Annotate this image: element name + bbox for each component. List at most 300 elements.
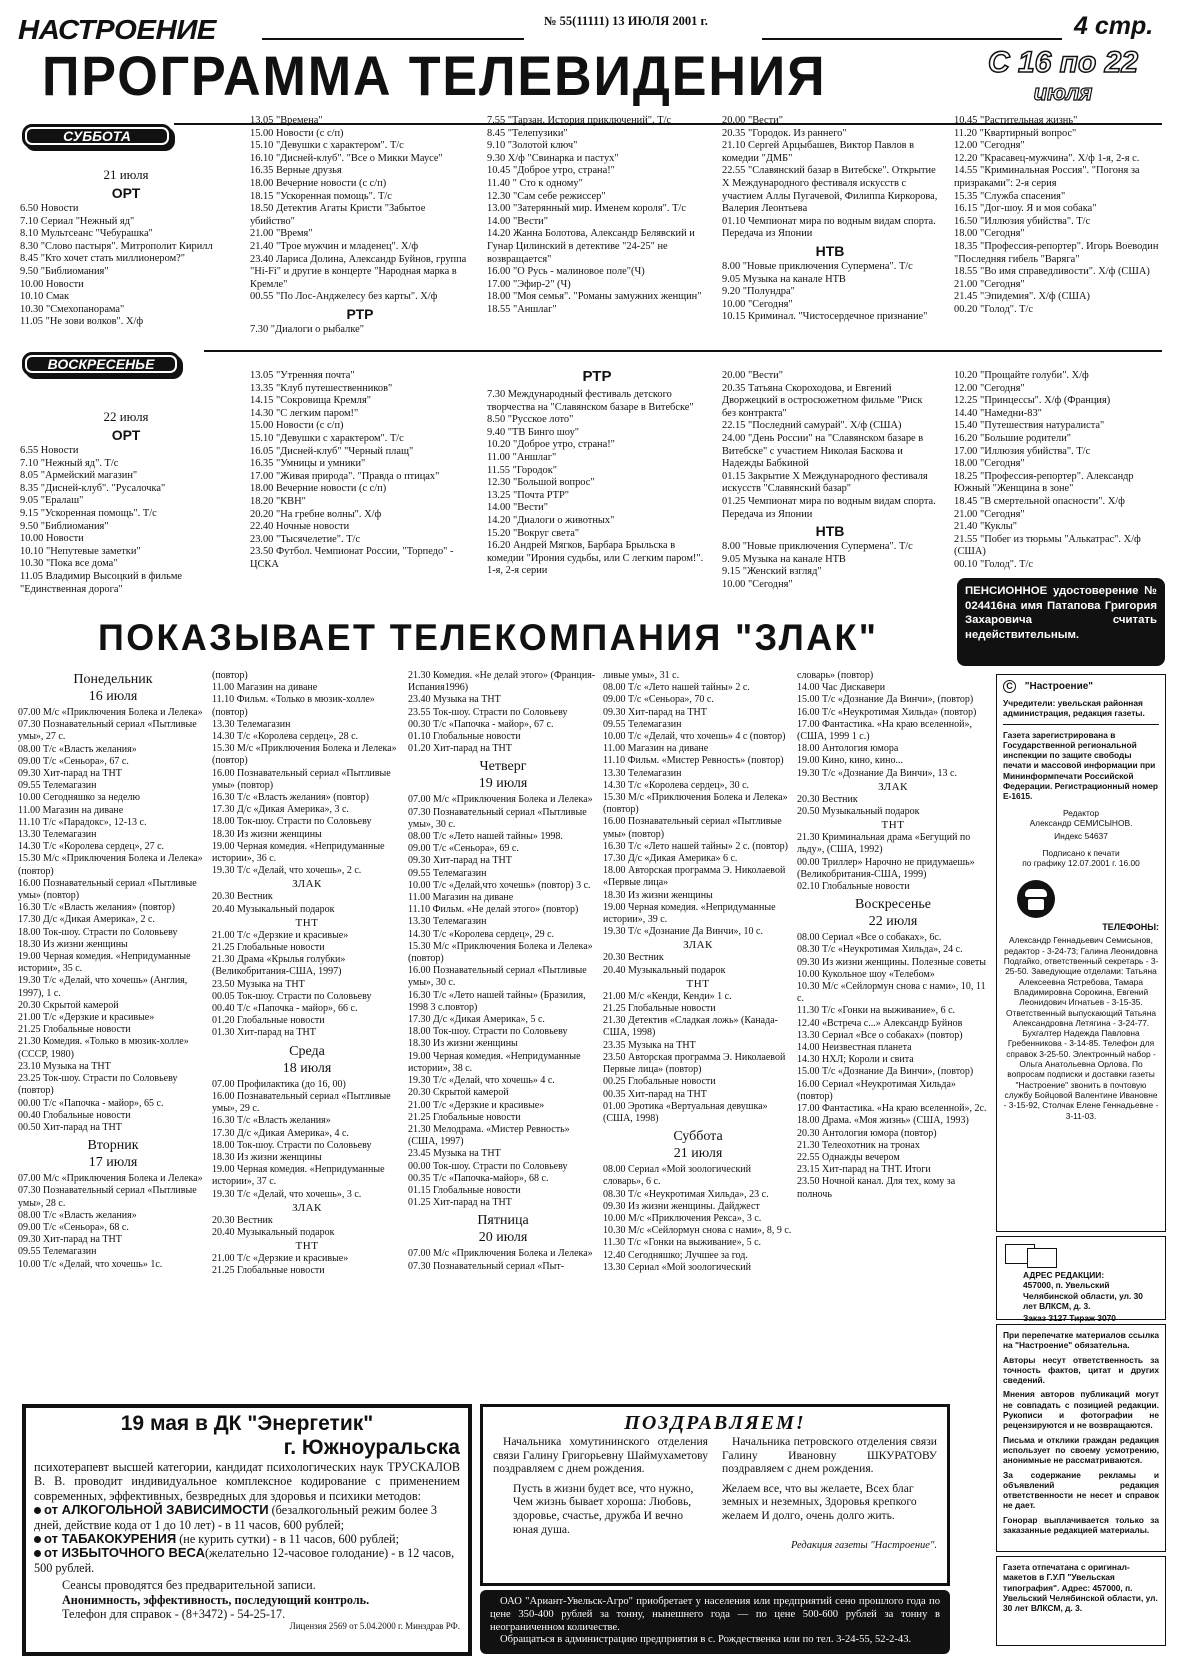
program-row: 18.00 "Моя семья". "Романы замужних женщин" (487, 291, 702, 303)
program-row: 19.00 Черная комедия. «Непридуманные истории», 36 с. (212, 840, 385, 865)
program-row: 16.20 Андрей Мягков, Барбара Брыльска в комедии "Ирония судьбы, или С легким паром!". 1-я, 2-я серии (487, 540, 704, 577)
program-row: 13.30 Сериал «Мой зоологический (603, 1261, 752, 1273)
program-row: 16.05 "Дисней-клуб" "Черный плащ" (250, 445, 414, 457)
program-row: 20.30 Вестник (212, 891, 273, 903)
ad-headline-2: г. Южноуральска (283, 1436, 460, 1459)
program-row: 9.05 Музыка на канале НТВ (722, 273, 846, 285)
program-row: 11.10 Фильм. «Не делай этого» (повтор) (408, 904, 579, 916)
date-heading: 22 июля (103, 409, 149, 424)
program-row: 18.30 Из жизни женщины (212, 828, 322, 840)
program-row: 15.30 М/с «Приключения Болека и Лелека» (повтор) (603, 792, 788, 816)
sunday-header: ВОСКРЕСЕНЬЕ (22, 352, 180, 376)
program-row: 17.00 "Иллюзия убийства". Т/с (954, 445, 1091, 457)
program-row: 00.35 Хит-парад на ТНТ (603, 1088, 707, 1100)
program-row: 00.00 Т/с «Папочка - майор», 65 с. (18, 1097, 164, 1109)
program-row: 11.30 Т/с «Гонки на выживание», 6 с. (797, 1005, 956, 1017)
program-row: 10.00 "Сегодня" (722, 298, 793, 310)
program-row: 23.50 Музыка на ТНТ (212, 978, 305, 990)
program-row: 21.00 "Сегодня" (954, 508, 1025, 520)
program-row: 00.05 Ток-шоу. Страсти по Соловьеву (212, 990, 372, 1002)
program-row: 20.30 Скрытой камерой (18, 999, 119, 1011)
imprint-paper-name: "Настроение" (1024, 681, 1094, 692)
program-row: 20.40 Музыкальный подарок (212, 903, 335, 915)
program-row: 10.15 Криминал. "Чистосердечное признание" (722, 311, 928, 323)
program-row: 12.40 Сегодняшко; Лучшее за год. (603, 1249, 748, 1261)
greeting-left-poem: Пусть в жизни будет все, что нужно, Чем жизнь бывает хороша: Любовь, здоровье, счастье, дружба И вечно юная душа. (513, 1481, 694, 1536)
program-row: 7.10 Сериал "Нежный яд" (20, 215, 135, 227)
program-row: 20.35 Татьяна Скороходова, и Евгений Дворжецкий в остросюжетном фильме "Риск без контракта" (722, 382, 923, 419)
program-row: 10.00 М/с «Приключения Рекса», 3 с. (603, 1212, 762, 1224)
program-row: 16.30 Т/с «Лето нашей тайны» (Бразилия, 1998 3 с.повтор) (408, 989, 586, 1013)
program-row: 18.30 Из жизни женщины (408, 1038, 518, 1050)
masthead-rule-right (762, 38, 1062, 40)
program-row: 18.55 "Аншлаг" (487, 303, 557, 315)
program-row: 14.30 Т/с «Королева сердец», 30 с. (603, 779, 750, 791)
program-row: 11.30 Т/с «Гонки на выживание», 5 с. (603, 1237, 762, 1249)
program-row: 12.30 "Сам себе режиссер" (487, 190, 606, 202)
program-row: 13.35 "Клуб путешественников" (250, 382, 393, 394)
program-row: 12.40 «Встреча с...» Александр Буйнов (797, 1017, 963, 1029)
program-row: 01.25 Чемпионат мира по водным видам спорта. Передача из Японии (722, 495, 936, 520)
program-row: 20.30 Скрытой камерой (408, 1087, 509, 1099)
program-row: 9.05 "Ералаш" (20, 495, 84, 507)
program-row: 16.00 Познавательный сериал «Пытливые умы» (повтор) (212, 767, 391, 791)
program-row: 01.10 Глобальные новости (408, 731, 521, 743)
channel-heading: ТНТ (686, 977, 710, 990)
program-row: 09.00 Т/с «Сеньора», 69 с. (408, 843, 519, 855)
weekday-heading: Суббота (673, 1129, 723, 1145)
program-row: 15.00 Новости (с с/п) (250, 127, 344, 139)
program-row: 00.50 Хит-парад на ТНТ (18, 1121, 122, 1133)
program-row: 14.00 "Вести" (487, 215, 548, 227)
issue-line: № 55(11111) 13 ИЮЛЯ 2001 г. (544, 14, 708, 28)
phones-list: Александр Геннадьевич Семисынов, редактор - 3-24-73; Галина Леонидовна Подгайко, ответственный секретарь - 3-25-50. Заведующие отделами: Татьяна Алексеевна Ястребова, Тамара Владимировна Сорокина, Евгений Леонидович Игнатьев - 3-15-35. Ответственный выпускающий Татьяна Александровна Летягина - 3-24-77. Бухгалтер Надежда Павловна Гребенникова - 3-14-85. Телефон для справок 3-25-50. Электронный набор - Ольга Анатольевна Орлова. По вопросам подписки и доставки газеты "Настроение" звонить в почтовую службу Бойцовой Валентине Ивановне - 3-15-92, Столчак Елене Геннадьевне - 3-11-03. (1003, 935, 1159, 1121)
program-row: 11.10 Фильм. «Мистер Ревность» (повтор) (603, 755, 784, 767)
program-row: 01.20 Хит-парад на ТНТ (408, 743, 512, 755)
program-row: 16.00 Т/с «Неукротимая Хильда» (повтор) (797, 706, 977, 718)
program-row: 14.30 "С легким паром!" (250, 407, 359, 419)
date-heading: 20 июля (478, 1230, 528, 1246)
channel-heading: НТВ (815, 242, 845, 259)
program-row: 15.00 Т/с «Дознание Да Винчи», (повтор) (797, 694, 974, 706)
program-row: 22.15 "Последний самурай". Х/ф (США) (722, 420, 902, 432)
program-row: 7.30 "Диалоги о рыбалке" (250, 323, 364, 335)
program-row: 11.00 Магазин на диване (408, 892, 514, 904)
program-row: 16.30 Т/с «Власть желания» (повтор) (212, 792, 369, 804)
program-row: 00.55 "По Лос-Анджелесу без карты". Х/ф (250, 291, 438, 303)
program-row: 01.15 Глобальные новости (408, 1184, 521, 1196)
program-row: 14.00 Неизвестная планета (797, 1042, 912, 1054)
date-heading: 18 июля (282, 1060, 332, 1076)
program-row: 23.00 "Тысячелетие". Т/с (250, 533, 361, 545)
program-row: 20.40 Музыкальный подарок (212, 1226, 335, 1238)
program-row: 10.45 "Растительная жизнь" (954, 115, 1078, 126)
program-row: 21.45 "Эпидемия". Х/ф (США) (954, 291, 1091, 303)
program-row: 9.50 "Библиомания" (20, 520, 109, 532)
program-row: 18.00 Ток-шоу. Страсти по Соловьеву (212, 816, 372, 828)
program-row: 22.40 Ночные новости (250, 521, 350, 533)
program-row: 09.30 Хит-парад на ТНТ (408, 855, 512, 867)
ad-item-3-bold: от ИЗБЫТОЧНОГО ВЕСА (44, 1545, 205, 1561)
program-row: 18.00 "Сегодня" (954, 458, 1025, 470)
program-row: 10.30 М/с «Сейлормун снова с нами», 10, 11 с. (797, 981, 986, 1005)
program-row: 13.30 Телемагазин (18, 829, 97, 841)
program-row: 21.00 Т/с «Дерзкие и красивые» (212, 929, 349, 941)
sunday-col-2 (250, 370, 470, 572)
address-text: 457000, п. Увельский Челябинской области, ул. 30 лет ВЛКСМ, д. 3. (1023, 1280, 1143, 1311)
program-row: 19.30 Т/с «Делай, что хочешь», 3 с. (212, 1188, 362, 1200)
program-row: 07.00 М/с «Приключения Болека и Лелека» (18, 1173, 203, 1185)
program-row: 19.00 Черная комедия. «Непридуманные истории», 38 с. (408, 1050, 581, 1074)
program-row: 15.30 М/с «Приключения Болека и Лелека» (повтор) (408, 940, 593, 965)
imprint-registration: Газета зарегистрирована в Государственной региональной инспекции по защите свободы печати и массовой информации при Мининформпечати Российской Федерации. Регистрационный номер Е-1615. (1003, 729, 1159, 802)
zlak-col-5 (797, 670, 989, 1201)
program-row: 17.30 Д/с «Дикая Америка», 3 с. (212, 804, 349, 816)
program-row: 13.00 "Затерянный мир. Именем короля". Т/с (487, 203, 686, 215)
program-row: 16.10 "Дисней-клуб". "Все о Микки Маусе" (250, 152, 443, 164)
program-row: 14.00 Час Дискавери (797, 682, 886, 694)
program-row: 21.25 Глобальные новости (212, 1265, 325, 1277)
program-row: 20.20 "На гребне волны". Х/ф (250, 508, 382, 520)
program-row: 16.00 Познавательный сериал «Пытливые умы», 30 с. (408, 965, 587, 989)
program-row: 18.15 "Ускоренная помощь". Т/с (250, 190, 392, 202)
program-row: 18.50 Детектив Агаты Кристи "Забытое убийство" (250, 203, 426, 227)
program-row: 18.30 Из жизни женщины (603, 889, 713, 901)
program-row: 15.40 "Путешествия натуралиста" (954, 420, 1105, 432)
program-row: 10.00 Сегодняшко за неделю (18, 792, 140, 804)
ad-item-1-bold: от АЛКОГОЛЬНОЙ ЗАВИСИМОСТИ (44, 1502, 269, 1518)
program-row: 23.45 Музыка на ТНТ (408, 1148, 501, 1160)
program-row: 8.45 "Кто хочет стать миллионером?" (20, 253, 186, 265)
saturday-col-4 (722, 115, 938, 324)
program-row: 21.30 Телеохотник на тронах (797, 1139, 920, 1151)
program-row: 16.30 Т/с «Лето нашей тайны» 2 с. (повтор) (603, 840, 789, 852)
program-row: 17.00 "Эфир-2" (Ч) (487, 278, 571, 290)
order-line: Заказ 3127 Тираж 3070 (1023, 1313, 1116, 1324)
envelope-icon (1003, 1242, 1059, 1270)
imprint-index: Индекс 54637 (1054, 831, 1108, 842)
policy-responsibility: Авторы несут ответственность за точность фактов, цитат и других сведений. (1003, 1354, 1159, 1386)
program-row: 08.00 Т/с «Лето нашей тайны» 1998. (408, 831, 563, 843)
weekday-heading: Вторник (87, 1138, 139, 1154)
program-row: словарь» (повтор) (797, 670, 874, 681)
program-row: 01.10 Чемпионат мира по водным видам спорта. Передача из Японии (722, 215, 936, 240)
program-row: 21.55 "Побег из тюрьмы "Алькатрас". Х/ф (США) (954, 533, 1141, 558)
program-row: 14.20 "Диалоги о животных" (487, 514, 615, 526)
program-row: 09.30 Из жизни женщины. Дайджест (603, 1200, 760, 1212)
date-heading: 21 июля (673, 1146, 723, 1162)
program-row: 14.30 НХЛ; Короли и свита (797, 1054, 914, 1066)
program-row: 23.15 Хит-парад на ТНТ. Итоги (797, 1164, 931, 1176)
zlak-col-4 (603, 670, 793, 1274)
program-row: 16.00 Познавательный сериал «Пытливые умы» (повтор) (18, 877, 197, 902)
channel-heading: ТНТ (881, 819, 905, 832)
program-row: 10.00 Т/с «Делай, что хочешь» 1с. (18, 1258, 163, 1270)
program-row: 10.00 "Сегодня" (722, 578, 793, 590)
program-row: 10.10 Смак (20, 291, 70, 303)
program-row: 8.05 "Армейский магазин" (20, 470, 138, 482)
program-row: 09.30 Из жизни женщины. Полезные советы (797, 956, 987, 968)
program-row: 7.55 "Тарзан. История приключений". Т/с (487, 115, 672, 126)
imprint-signed-label: Подписано к печати (1042, 847, 1120, 858)
policy-reprint: При перепечатке материалов ссылка на "Настроение" обязательна. (1003, 1330, 1159, 1351)
program-row: 21.30 Криминальная драма «Бегущий по льду», (США, 1992) (797, 832, 971, 856)
program-row: 23.50 Авторская программа Э. Николаевой Первые лица» (повтор) (603, 1051, 786, 1076)
program-row: 14.55 "Криминальная Россия". "Погоня за призраками": 2-я серия (954, 165, 1140, 189)
program-row: 21.25 Глобальные новости (408, 1111, 521, 1123)
program-row: 21.00 Т/с «Дерзкие и красивые» (408, 1099, 545, 1111)
saturday-col-1 (20, 164, 232, 329)
printing-text: Газета отпечатана с оригинал-макетов в Г.У.П "Увельская типография". Адрес: 457000, п. Увельский Челябинской области, ул. 30 лет ВЛКСМ, д. 3. (1003, 1562, 1158, 1614)
program-row: 20.30 Вестник (603, 952, 664, 964)
program-row: 18.30 Из жизни женщины (212, 1151, 322, 1163)
program-row: ливые умы», 31 с. (603, 670, 680, 681)
program-row: 15.00 Новости (с с/п) (250, 420, 344, 432)
pension-notice (957, 578, 1165, 666)
program-row: 17.30 Д/с «Дикая Америка», 4 с. (212, 1127, 349, 1139)
program-row: 11.00 Магазин на диване (603, 743, 709, 755)
program-row: 14.30 Т/с «Королева сердец», 27 с. (18, 841, 165, 853)
address-title: АДРЕС РЕДАКЦИИ: (1023, 1270, 1105, 1280)
program-row: 21.00 Т/с «Дерзкие и красивые» (18, 1012, 155, 1024)
channel-heading: ОРТ (111, 427, 141, 443)
program-row: 15.00 Т/с «Дознание Да Винчи», (повтор) (797, 1066, 974, 1078)
ad-item-3 (34, 1546, 460, 1575)
phone-icon (1017, 880, 1055, 918)
date-heading: 22 июля (868, 914, 918, 930)
program-row: 17.00 Фантастика. «На краю вселенной», (США, 1999 1 с.) (797, 718, 972, 743)
coding-ad (22, 1404, 472, 1656)
greeting-box (480, 1404, 950, 1586)
program-row: 07.30 Познавательный сериал «Пытливые умы», 27 с. (18, 719, 197, 743)
program-row: 19.00 Черная комедия. «Непридуманные истории», 39 с. (603, 901, 776, 926)
zlak-title: ПОКАЗЫВАЕТ ТЕЛЕКОМПАНИЯ "ЗЛАК" (98, 617, 879, 658)
channel-heading: ЗЛАК (292, 1201, 322, 1214)
program-row: 9.10 "Золотой ключ" (487, 140, 578, 152)
ad-note-1: Сеансы проводятся без предварительной записи. (62, 1578, 316, 1593)
program-row: 00.10 "Голод". Т/с (954, 558, 1034, 570)
program-row: 6.55 Новости (20, 445, 79, 456)
program-row: 01.20 Глобальные новости (212, 1015, 325, 1027)
imprint-editor: Александр СЕМИСЫНОВ. (1029, 817, 1133, 828)
program-row: 18.00 Ток-шоу. Страсти по Соловьеву (408, 1026, 568, 1038)
date-heading: 19 июля (478, 776, 528, 792)
ad-item-2-text: (не курить сутки) - в 11 часов, 600 рублей; (176, 1532, 399, 1547)
program-row: 11.40 " Сто к одному" (487, 177, 583, 189)
program-row: 21.00 "Время" (250, 228, 313, 240)
program-row: 09.30 Хит-парад на ТНТ (603, 706, 707, 718)
address-box (996, 1236, 1166, 1324)
program-row: 23.40 Музыка на ТНТ (408, 694, 501, 706)
program-row: 21.30 Комедия. «Не делай этого» (Франция-Испания1996) (408, 670, 596, 694)
program-row: 10.20 "Прощайте голуби". Х/ф (954, 370, 1089, 381)
program-row: 18.00 Ток-шоу. Страсти по Соловьеву (212, 1139, 372, 1151)
bullet-icon (34, 1507, 41, 1514)
program-row: 21.30 Комедия. «Только в мюзик-холле» (СССР, 1980) (18, 1036, 189, 1060)
program-row: 7.30 Международный фестиваль детского творчества на "Славянском базаре в Витебске" (487, 389, 694, 413)
program-row: 16.20 "Большие родители" (954, 432, 1072, 444)
program-row: 7.10 "Нежный яд". Т/с (20, 457, 119, 469)
sunday-col-1 (20, 406, 232, 596)
program-row: 9.40 "ТВ Бинго шоу" (487, 426, 580, 438)
bullet-icon (34, 1550, 41, 1557)
ad-phone: Телефон для справок - (8+3472) - 54-25-17. (62, 1607, 286, 1622)
program-row: 23.50 Футбол. Чемпионат России, "Торпедо" - ЦСКА (250, 546, 454, 570)
policy-letters: Письма и отклики граждан редакция использует по своему усмотрению, анонимные не рассматриваются. (1003, 1434, 1159, 1466)
phones-title: ТЕЛЕФОНЫ: (1102, 922, 1159, 933)
program-row: 08.00 Т/с «Власть желания» (18, 743, 137, 755)
program-row: 12.20 "Красавец-мужчина". Х/ф 1-я, 2-я с. (954, 152, 1140, 164)
weekday-heading: Четверг (479, 759, 527, 775)
program-row: 09.55 Телемагазин (18, 780, 97, 792)
program-row: 23.40 Лариса Долина, Александр Буйнов, группа "Hi-Fi" и другие в концерте "Народная марка в Кремле" (250, 253, 467, 290)
greeting-signature: Редакция газеты "Настроение". (791, 1540, 937, 1552)
date-heading: 16 июля (88, 689, 138, 704)
sunday-col-3 (487, 368, 707, 578)
program-row: 17.30 Д/с «Дикая Америка», 2 с. (18, 914, 155, 926)
program-row: 18.35 "Профессия-репортер". Игорь Воеводин "Последняя гибель "Варяга" (954, 240, 1159, 265)
ad-item-1-text: (безалкогольный режим более 3 дней, действие кода от 1 до 10 лет) - в 11 часов, 600 рублей; (34, 1503, 438, 1532)
program-row: 10.10 "Непутевые заметки" (20, 545, 141, 557)
program-row: 18.00 Ток-шоу. Страсти по Соловьеву (18, 926, 178, 938)
program-row: 09.00 Т/с «Сеньора», 70 с. (603, 694, 714, 706)
program-row: 21.00 "Сегодня" (954, 278, 1025, 290)
program-row: 17.00 Фантастика. «На краю вселенной», 2с. (797, 1103, 987, 1115)
program-row: 21.30 Мелодрама. «Мистер Ревность» (США, 1997) (408, 1123, 570, 1148)
program-row: 16.30 Т/с «Власть желания» (212, 1115, 331, 1127)
program-row: 13.30 Сериал «Все о собаках» (повтор) (797, 1029, 963, 1041)
program-row: 19.30 Т/с «Делай, что хочешь» (Англия, 1997), 1 с. (18, 975, 188, 999)
program-row: 08.00 Т/с «Лето нашей тайны» 2 с. (603, 682, 750, 694)
greeting-right-poem: Желаем все, что вы желаете, Всех благ земных и неземных, Здоровья крепкого желаем И долго, очень долго жить. (722, 1481, 917, 1522)
program-row: 23.55 Ток-шоу. Страсти по Соловьеву (408, 706, 568, 718)
program-row: 09.55 Телемагазин (603, 718, 682, 730)
program-row: 09.55 Телемагазин (408, 867, 487, 879)
program-row: 18.30 Из жизни женщины (18, 938, 128, 950)
bullet-icon (34, 1536, 41, 1543)
channel-heading: ЗЛАК (683, 939, 713, 952)
editorial-policy-box (996, 1324, 1166, 1552)
program-row: 20.35 "Городок. Из раннего" (722, 127, 847, 139)
program-row: 21.25 Глобальные новости (212, 942, 325, 954)
program-row: 13.05 "Времена" (250, 115, 323, 126)
weekday-heading: Воскресенье (855, 897, 931, 913)
program-row: 18.00 Вечерние новости (с с/п) (250, 483, 387, 495)
program-row: 19.00 Черная комедия. «Непридуманные истории», 35 с. (18, 951, 191, 975)
ad-intro: психотерапевт высшей категории, кандидат психологических наук ТРУСКАЛОВ В. В. проводит индивидуальное комплексное кодирование с применением современных, эффективных, безвредных для здоровья и психики методов: (34, 1460, 460, 1503)
ad-license: Лицензия 2569 от 5.04.2000 г. Минздрав РФ. (289, 1621, 460, 1632)
program-row: 9.50 "Библиомания" (20, 265, 109, 277)
program-row: 20.30 Вестник (797, 793, 858, 805)
program-row: 21.40 "Куклы" (954, 521, 1018, 533)
section-title: НАСТРОЕНИЕ (18, 14, 216, 45)
program-row: 10.30 М/с «Сейлормун снова с нами», 8, 9 с. (603, 1225, 792, 1237)
program-row: 21.25 Глобальные новости (603, 1003, 716, 1015)
program-row: 18.00 Антология юмора (797, 743, 899, 755)
channel-heading: РТР (582, 368, 612, 385)
program-row: 09.30 Хит-парад на ТНТ (18, 768, 122, 780)
program-row: 14.30 Т/с «Королева сердец», 29 с. (408, 928, 555, 940)
program-row: 21.30 Детектив «Сладкая ложь» (Канада-США, 1998) (603, 1015, 778, 1039)
hay-ad (480, 1590, 950, 1654)
program-row: 08.00 Сериал «Все о собаках», 6с. (797, 932, 942, 944)
program-row: 19.30 Т/с «Дознание Да Винчи», 10 с. (603, 926, 763, 938)
program-row: 14.20 Жанна Болотова, Александр Белявский и Гунар Цилинский в детективе "24-25" не возвращается" (487, 228, 695, 265)
program-row: 10.00 Новости (20, 278, 84, 290)
program-row: 00.35 Т/с «Папочка-майор», 68 с. (408, 1172, 549, 1184)
program-row: 16.00 "О Русь - малиновое поле"(Ч) (487, 266, 645, 278)
program-row: 10.00 Т/с «Делай, что хочешь» 4 с (повтор) (603, 731, 786, 743)
zlak-col-2 (212, 670, 402, 1278)
program-row: 20.30 Вестник (212, 1214, 273, 1226)
program-row: 9.15 "Ускоренная помощь". Т/с (20, 507, 157, 519)
program-row: 11.00 Магазин на диване (212, 682, 318, 694)
program-row: 11.05 "Не зови волков". Х/ф (20, 316, 144, 328)
program-row: 8.45 "Телепузики" (487, 127, 568, 139)
program-row: 9.20 "Полундра" (722, 286, 795, 298)
week-rule (204, 350, 1162, 352)
ad-item-3-text: (желательно 12-часовое голодание) - в 12 часов, 500 рублей. (34, 1546, 455, 1575)
program-row: 17.30 Д/с «Дикая Америка», 5 с. (408, 1014, 545, 1026)
program-row: 16.50 "Иллюзия убийства". Т/с (954, 215, 1091, 227)
program-row: 10.00 Новости (20, 533, 84, 545)
program-row: 19.30 Т/с «Делай, что хочешь», 2 с. (212, 865, 362, 877)
masthead-rule-left (262, 38, 524, 40)
saturday-col-3 (487, 115, 707, 317)
ad-item-1 (34, 1503, 460, 1532)
program-row: 16.00 Сериал «Неукротимая Хильда» (повтор) (797, 1078, 956, 1102)
channel-heading: ТНТ (295, 916, 319, 929)
program-row: 20.00 "Вести" (722, 370, 783, 381)
program-row: 08.30 Т/с «Неукротимая Хильда», 23 с. (603, 1188, 769, 1200)
program-row: 20.00 "Вести" (722, 115, 783, 126)
program-row: 10.30 "Смехопанорама" (20, 303, 125, 315)
program-row: 18.25 "Профессия-репортер". Александр Южный "Женщина в зоне" (954, 470, 1134, 495)
program-row: 18.55 "Во имя справедливости". Х/ф (США) (954, 266, 1150, 278)
program-row: 9.30 Х/ф "Свинарка и пастух" (487, 152, 619, 164)
program-row: 8.00 "Новые приключения Супермена". Т/с (722, 260, 913, 272)
program-row: 18.20 "КВН" (250, 495, 306, 507)
program-row: 08.00 Сериал «Мой зоологический словарь», 6 с. (603, 1164, 752, 1188)
sunday-col-4 (722, 370, 938, 592)
program-row: 23.50 Ночной канал. Для тех, кому за полночь (797, 1176, 956, 1200)
program-row: 17.00 "Живая природа". "Правда о птицах" (250, 470, 440, 482)
program-row: 07.00 Профилактика (до 16, 00) (212, 1078, 346, 1090)
imprint-signed: по графику 12.07.2001 г. 16.00 (1022, 857, 1140, 868)
program-row: 15.10 "Девушки с характером". Т/с (250, 140, 404, 152)
program-row: 16.00 Познавательный сериал «Пытливые умы» (повтор) (603, 816, 782, 840)
program-row: 11.20 "Квартирный вопрос" (954, 127, 1077, 139)
program-row: 16.15 "Дог-шоу. Я и моя собака" (954, 203, 1097, 215)
sunday-col-5 (954, 370, 1170, 572)
imprint-title-row (1003, 680, 1159, 693)
ad-headline-1: 19 мая в ДК "Энергетик" (120, 1412, 374, 1435)
program-row: 16.00 Познавательный сериал «Пытливые умы», 29 с. (212, 1090, 391, 1115)
greeting-right-intro: Начальника петровского отделения связи Галину Ивановну ШКУРАТОВУ поздравляем с днем рождения. (722, 1435, 937, 1476)
program-row: 16.35 Верные друзья (250, 165, 342, 177)
weekday-heading: Среда (289, 1043, 325, 1059)
program-row: 20.30 Антология юмора (повтор) (797, 1127, 937, 1139)
program-row: 07.00 М/с «Приключения Болека и Лелека» (408, 794, 593, 806)
program-row: 18.45 "В смертельной опасности". Х/ф (954, 495, 1125, 507)
program-row: 01.15 Закрытие X Международного фестиваля искусств "Славянский базар" (722, 470, 928, 495)
program-row: 00.00 Ток-шоу. Страсти по Соловьеву (408, 1160, 568, 1172)
program-row: 10.20 "Доброе утро, страна!" (487, 439, 615, 451)
program-row: 8.50 "Русское лото" (487, 414, 574, 426)
zlak-col-1 (18, 668, 208, 1271)
program-row: 01.30 Хит-парад на ТНТ (212, 1027, 316, 1039)
copyright-icon: C (1003, 680, 1016, 693)
